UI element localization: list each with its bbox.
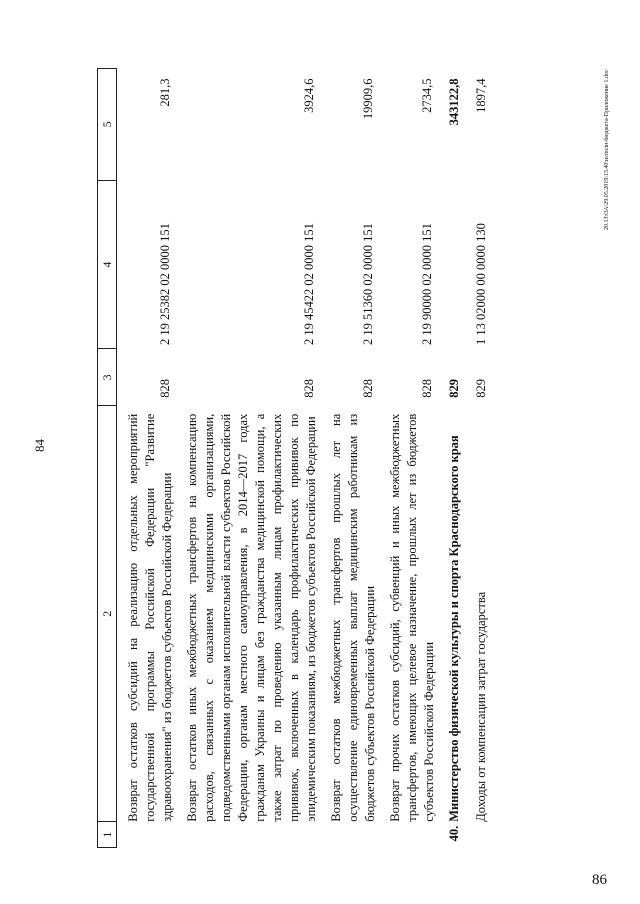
row-amount: 343122,8 (447, 78, 461, 126)
column-header: 1 (98, 822, 117, 848)
row-admin-code: 828 (420, 379, 434, 398)
table-row (328, 69, 379, 848)
row-classification-code: 2 19 51360 02 0000 151 (361, 223, 375, 345)
row-amount: 3924,6 (302, 78, 316, 113)
row-number (328, 822, 379, 848)
row-number (125, 822, 176, 848)
page-number-top: 84 (32, 439, 47, 452)
budget-table (97, 68, 492, 848)
row-admin-code: 828 (158, 379, 172, 398)
row-number (387, 822, 438, 848)
row-classification-code: 2 19 25382 02 0000 151 (158, 223, 172, 345)
row-description: Возврат остатков субсидий на реализацию отдельных мероприятий государственной программы Российской Федерации "Развитие здравоохранения" из бюджетов субъектов Российской Федерации (126, 413, 174, 822)
table-row (473, 69, 492, 848)
row-amount: 281,3 (158, 78, 172, 107)
row-classification-code: 1 13 02000 00 0000 130 (474, 223, 488, 345)
row-amount: 1897,4 (474, 78, 488, 113)
file-path-footer: 20.13\ОА\29.05.2019\13.40\исполн-бюджета-Приложение 1.doc (604, 69, 610, 230)
row-description: Возврат прочих остатков субсидий, субвенций и иных межбюджетных трансфертов, имеющих целевое назначение, прошлых лет из бюджетов субъектов Российской Федерации (388, 413, 436, 822)
row-classification-code: 2 19 45422 02 0000 151 (302, 223, 316, 345)
column-header: 5 (98, 69, 117, 181)
row-amount: 19909,6 (361, 78, 375, 120)
column-header: 4 (98, 180, 117, 349)
row-number (473, 822, 492, 848)
column-header: 3 (98, 349, 117, 406)
page-number-bottom: 86 (592, 872, 607, 888)
row-number (184, 822, 320, 848)
table-row (387, 69, 438, 848)
row-admin-code: 828 (361, 379, 375, 398)
row-admin-code: 829 (474, 379, 488, 398)
row-admin-code: 828 (302, 379, 316, 398)
row-number: 40. (447, 825, 461, 842)
row-description: Возврат остатков иных межбюджетных трансфертов на компенсацию расходов, связанных с оказанием медицинскими организациями, подведомственными органам исполнительной власти субъектов Российской Федерации, органам местного самоуправления, в 2014—2017 годах гражданам Украины и лицам без гражданства медицинской помощи, а также затрат по проведению указанным лицам профилактических прививок, включенных в календарь профилактических прививок по эпидемическим показаниям, из бюджетов субъектов Российской Федерации (185, 413, 318, 822)
row-classification-code (446, 180, 465, 349)
column-header: 2 (98, 406, 117, 822)
row-description: Министерство физической культуры и спорта Краснодарского края (447, 435, 461, 822)
row-classification-code: 2 19 90000 02 0000 151 (420, 223, 434, 345)
budget-table-rotated (97, 68, 567, 848)
table-row (446, 69, 465, 848)
table-row (184, 69, 320, 848)
row-description: Возврат остатков межбюджетных трансфертов прошлых лет на осуществление единовременных выплат медицинским работникам из бюджетов субъектов Российской Федерации (329, 413, 377, 822)
row-description: Доходы от компенсации затрат государства (474, 591, 488, 822)
table-header-row (98, 69, 117, 848)
table-row (125, 69, 176, 848)
row-admin-code: 829 (447, 379, 461, 398)
row-amount: 2734,5 (420, 78, 434, 113)
